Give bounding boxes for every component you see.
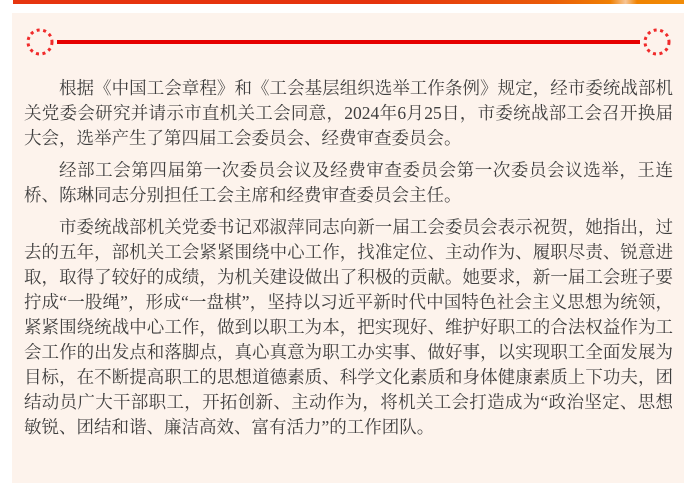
article-panel — [12, 13, 684, 483]
header-ornament-row — [12, 13, 684, 57]
paragraph-election-announcement: 根据《中国工会章程》和《工会基层组织选举工作条例》规定，经市委统战部机关党委会研究并请示市直机关工会同意，2024年6月25日，市委统战部工会召开换届大会，选举产生了第四届工会委员会、经费审查委员会。 — [24, 78, 673, 148]
article-body — [12, 57, 684, 440]
paragraph-leaders-elected: 经部工会第四届第一次委员会议及经费审查委员会第一次委员会议选举，王连桥、陈琳同志分别担任工会主席和经费审查委员会主任。 — [24, 160, 673, 205]
dotted-circle-icon — [25, 27, 55, 57]
dotted-circle-icon — [642, 27, 672, 57]
top-gradient-bar — [13, 0, 684, 4]
paragraph-secretary-congratulations: 市委统战部机关党委书记邓淑萍同志向新一届工会委员会表示祝贺，她指出，过去的五年，部机关工会紧紧围绕中心工作，找准定位、主动作为、履职尽责、锐意进取，取得了较好的成绩，为机关建设做出了积极的贡献。她要求，新一届工会班子要拧成“一股绳”，形成“一盘棋”，坚持以习近平新时代中国特色社会主义思想为统领，紧紧围绕统战中心工作，做到以职工为本，把实现好、维护好职工的合法权益作为工会工作的出发点和落脚点，真心真意为职工办实事、做好事，以实现职工全面发展为目标，在不断提高职工的思想道德素质、科学文化素质和身体健康素质上下功夫，团结动员广大干部职工，开拓创新、主动作为，将机关工会打造成为“政治坚定、思想敏锐、团结和谐、廉洁高效、富有活力”的工作团队。 — [24, 217, 673, 437]
divider-line — [57, 40, 640, 44]
